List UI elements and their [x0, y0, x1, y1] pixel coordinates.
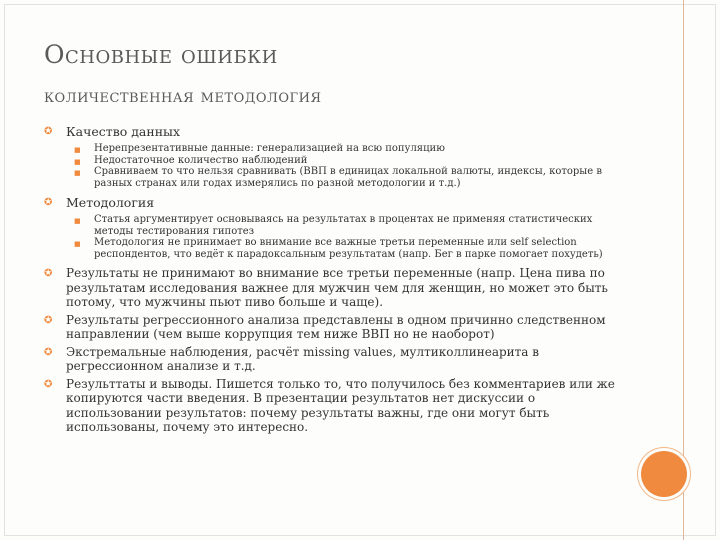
list-item-text: Недостаточное количество наблюдений [94, 154, 308, 166]
orange-bullet-icon: ✪ [44, 126, 53, 137]
orange-bullet-icon: ✪ [44, 346, 53, 358]
slide-title [44, 38, 321, 108]
point-extreme-observations [44, 345, 634, 374]
section-heading: Методология [66, 195, 155, 210]
list-item-text: Нерепрезентативные данные: генерализацией на всю популяцию [94, 143, 445, 154]
list-item [66, 237, 634, 260]
title-line-1: Основные ошибки [44, 40, 278, 69]
square-bullet-icon: ■ [74, 157, 81, 166]
decorative-side-line [683, 0, 684, 540]
point-text: Результаты регрессионного анализа представлены в одном причинно следственном направлении (чем выше коррупция тем ниже ВВП но не наоборот) [66, 312, 606, 341]
section-data-quality [44, 124, 634, 189]
list-item [66, 155, 634, 167]
list-item-text: Методология не принимает во внимание все важные третьи переменные или self selection респондентов, что ведёт к парадоксальным результатам (напр. Бег в парке помогает похудеть) [94, 237, 603, 260]
point-results-conclusions [44, 377, 634, 435]
section-methodology [44, 195, 634, 260]
point-text: Результаты не принимают во внимание все третьи переменные (напр. Цена пива по результатам исследования важнее для мужчин чем для женщин, но может это быть потому, что мужчины пьют пиво больше и чаще). [66, 266, 608, 309]
section-heading: Качество данных [66, 124, 181, 139]
orange-bullet-icon: ✪ [44, 378, 53, 390]
sub-list [66, 214, 634, 260]
orange-bullet-icon: ✪ [44, 314, 53, 326]
square-bullet-icon: ■ [74, 217, 81, 225]
square-bullet-icon: ■ [74, 146, 81, 154]
slide-content [44, 124, 634, 438]
list-item [66, 214, 634, 237]
sub-list [66, 143, 634, 189]
square-bullet-icon: ■ [74, 240, 81, 248]
point-regression-direction [44, 313, 634, 342]
point-third-variables [44, 266, 634, 310]
point-text: Экстремальные наблюдения, расчёт missing values, мултиколлинеарита в регрессионном анализе и т.д. [66, 344, 540, 373]
list-item [66, 143, 634, 155]
decorative-orange-circle [641, 451, 687, 497]
list-item-text: Сравниваем то что нельзя сравнивать (ВВП в единицах локальной валюты, индексы, которые в разных странах или годах измерялись по разной методологии и т.д.) [94, 166, 602, 189]
title-line-2: количественная методология [44, 85, 322, 107]
list-item-text: Статья аргументирует основываясь на результатах в процентах не применяя статистических методы тестирования гипотез [94, 214, 593, 237]
orange-bullet-icon: ✪ [44, 197, 53, 208]
orange-bullet-icon: ✪ [44, 268, 53, 279]
list-item [66, 166, 634, 189]
point-text: Результтаты и выводы. Пишется только то, что получилось без комментариев или же копируются части введения. В презентации результатов нет дискуссии о использовании результатов: почему результаты важны, где они могут быть использованы, почему это интересно. [66, 376, 615, 434]
square-bullet-icon: ■ [74, 169, 81, 177]
